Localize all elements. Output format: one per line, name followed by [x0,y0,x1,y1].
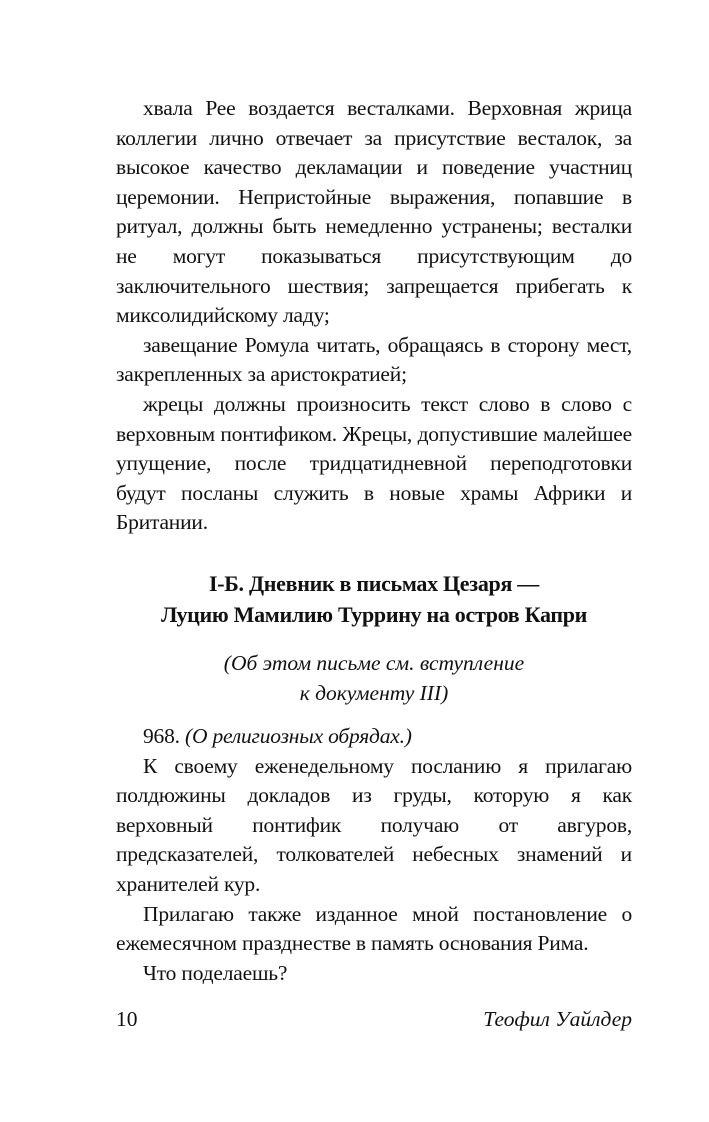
entry-block [116,722,632,988]
section-heading-line-2: Луцию Мамилию Туррину на остров Капри [160,602,588,627]
entry-number: 968. [143,724,180,748]
paragraph-what-to-do: Что поделаешь? [143,960,288,985]
entry-topic: (О религиозных обрядах.) [185,724,412,748]
paragraph-vestals: хвала Рее воздается весталками. Верховная жрица коллегии лично отвечает за присутствие весталок, за высокое качество декламации и поведение участниц церемонии. Непристойные выражения, попавшие в ритуал, должны быть немедленно устранены; весталки не могут показываться присутствующим до заключительного шествия; запрещается прибегать к миксолидийскому ладу; [116,96,632,328]
running-author: Теофил Уайлдер [483,1007,632,1031]
paragraph-romulus-testament: завещание Ромула читать, обращаясь в сторону мест, закрепленных за аристократией; [116,332,632,387]
section-note-line-2: к документу III) [299,681,449,705]
page-number: 10 [116,1007,138,1031]
page-footer [116,1004,632,1034]
entry-header [116,722,632,752]
paragraph-decree: Прилагаю также изданное мной постановление о ежемесячном празднестве в память основания Рима. [116,901,632,956]
section-note-line-1: (Об этом письме см. вступление [223,651,525,675]
section-note [116,648,632,708]
top-text-block [116,94,632,538]
section-heading [116,568,632,630]
paragraph-reports: К своему еженедельному посланию я прилагаю полдюжины докладов из груды, которую я как верховный понтифик получаю от авгуров, предсказателей, толкователей небесных знамений и хранителей кур. [116,753,632,896]
paragraph-priests: жрецы должны произносить текст слово в слово с верховным понтификом. Жрецы, допустившие малейшее упущение, после тридцатидневной переподготовки будут посланы служить в новые храмы Африки и Британии. [116,391,632,535]
section-heading-line-1: I-Б. Дневник в письмах Цезаря — [209,571,539,596]
